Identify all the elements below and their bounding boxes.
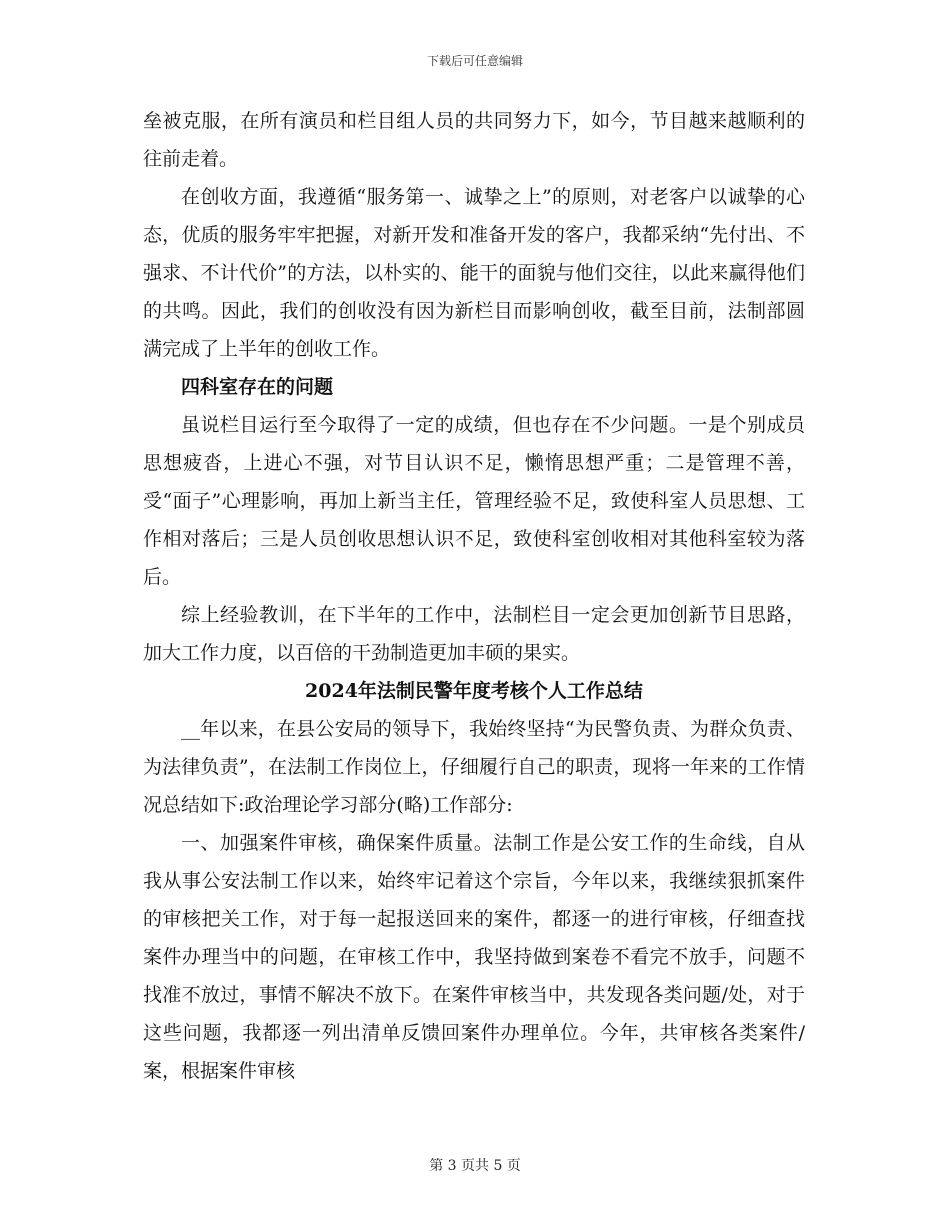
page-footer: 第 3 页共 5 页 [429,1158,521,1174]
paragraph-problems: 虽说栏目运行至今取得了一定的成绩，但也存在不少问题。一是个别成员思想疲沓，上进心不强，对节目认识不足，懒惰思想严重；二是管理不善，受“面子”心理影响，再加上新当主任，管理经验不足，致使科室人员思想、工作相对落后；三是人员创收思想认识不足，致使科室创收相对其他科室较为落后。 [143,414,805,588]
paragraph-revenue: 在创收方面，我遵循“服务第一、诚挚之上”的原则，对老客户以诚挚的心态，优质的服务牢牢把握，对新开发和准备开发的客户，我都采纳“先付出、不强求、不计代价”的方法，以朴实的、能干的面貌与他们交往，以此来赢得他们的共鸣。因此，我们的创收没有因为新栏目而影响创收，截至目前，法制部圆满完成了上半年的创收工作。 [143,186,805,360]
paragraph-summary: 综上经验教训，在下半年的工作中，法制栏目一定会更加创新节目思路，加大工作力度，以百倍的干劲制造更加丰硕的果实。 [143,604,805,664]
document-title: 2024年法制民警年度考核个人工作总结 [305,680,643,702]
paragraph-intro: __年以来，在县公安局的领导下，我始终坚持“为民警负责、为群众负责、为法律负责”，在法制工作岗位上，仔细履行自己的职责，现将一年来的工作情况总结如下:政治理论学习部分(略)工作部分: [143,718,805,816]
document-body [143,102,805,1090]
paragraph-continuation: 垒被克服，在所有演员和栏目组人员的共同努力下，如今，节目越来越顺利的往前走着。 [143,110,805,170]
paragraph-case-review: 一、加强案件审核，确保案件质量。法制工作是公安工作的生命线，自从我从事公安法制工作以来，始终牢记着这个宗旨，今年以来，我继续狠抓案件的审核把关工作，对于每一起报送回来的案件，都逐一的进行审核，仔细查找案件办理当中的问题，在审核工作中，我坚持做到案卷不看完不放手，问题不找准不放过，事情不解决不放下。在案件审核当中，共发现各类问题/处，对于这些问题，我都逐一列出清单反馈回案件办理单位。今年，共审核各类案件/案，根据案件审核 [143,832,805,1082]
section-heading-problems: 四科室存在的问题 [181,376,334,398]
page-header: 下载后可任意编辑 [426,54,523,68]
